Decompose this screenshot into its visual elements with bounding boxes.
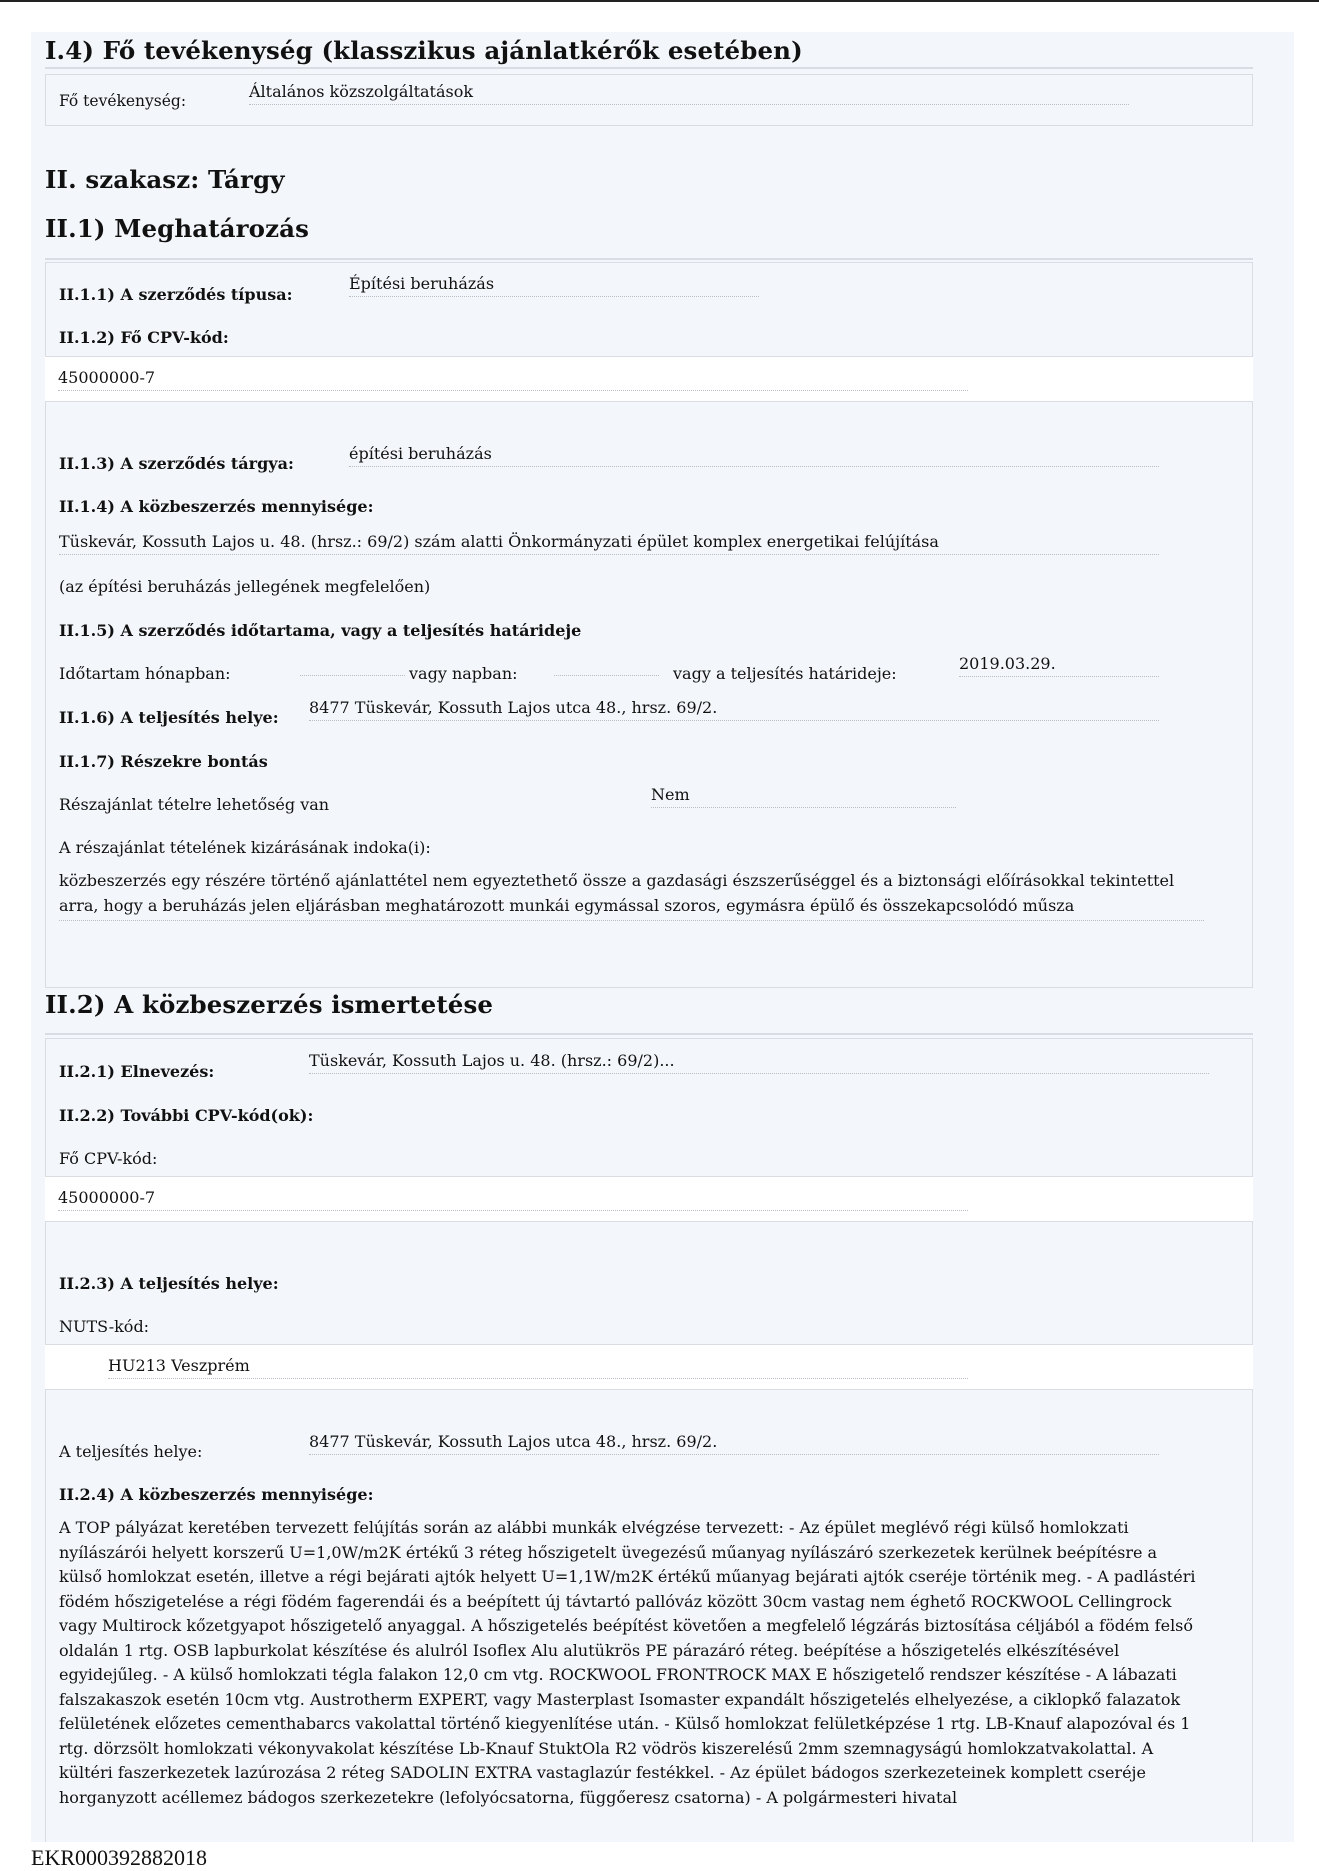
partial-tender-value: Nem <box>651 785 956 808</box>
duration-months-label: Időtartam hónapban: <box>59 664 231 683</box>
main-cpv-row <box>45 356 1253 402</box>
contract-type-value: Építési beruházás <box>349 274 759 297</box>
notice-page <box>31 32 1294 1842</box>
exclusion-reason-text: közbeszerzés egy részére történő ajánlattétel nem egyeztethető össze a gazdasági észszerűséggel és a biztonsági előírásokkal tekintettel arra, hogy a beruházás jelen eljárásban meghatározott munkái egymással szoros, egymásra épülő és összekapcsolódó műsza <box>59 869 1204 921</box>
duration-days-label: vagy napban: <box>409 664 518 683</box>
deadline-value: 2019.03.29. <box>959 654 1159 677</box>
lots-label: II.1.7) Részekre bontás <box>59 752 268 771</box>
ii2-main-cpv-row <box>45 1176 1253 1222</box>
place-heading: II.2.3) A teljesítés helye: <box>59 1274 279 1293</box>
duration-label: II.1.5) A szerződés időtartama, vagy a teljesítés határideje <box>59 621 582 640</box>
name-value: Tüskevár, Kossuth Lajos u. 48. (hrsz.: 69/2)... <box>309 1051 1209 1074</box>
additional-cpv-label: II.2.2) További CPV-kód(ok): <box>59 1106 314 1125</box>
place-label: II.1.6) A teljesítés helye: <box>59 708 279 727</box>
section-ii1-heading: II.1) Meghatározás <box>45 214 309 243</box>
top-border <box>0 0 1319 2</box>
ii2-quantity-label: II.2.4) A közbeszerzés mennyisége: <box>59 1485 374 1504</box>
quantity-note: (az építési beruházás jellegének megfelelően) <box>59 577 431 596</box>
nuts-value: HU213 Veszprém <box>108 1356 968 1379</box>
subject-label: II.1.3) A szerződés tárgya: <box>59 454 294 473</box>
exclusion-reason-label: A részajánlat tételének kizárásának indoka(i): <box>59 838 431 857</box>
nuts-row <box>45 1344 1253 1390</box>
main-activity-box <box>45 74 1253 126</box>
ii2-place-value: 8477 Tüskevár, Kossuth Lajos utca 48., hrsz. 69/2. <box>309 1432 1159 1455</box>
nuts-label: NUTS-kód: <box>59 1317 150 1336</box>
place-value: 8477 Tüskevár, Kossuth Lajos utca 48., hrsz. 69/2. <box>309 698 1159 721</box>
subject-value: építési beruházás <box>349 444 1159 467</box>
main-cpv-value: 45000000-7 <box>58 368 968 391</box>
section-ii-heading: II. szakasz: Tárgy <box>45 165 285 194</box>
heading-underline <box>45 67 1253 69</box>
duration-days-value <box>554 652 659 676</box>
quantity-value: Tüskevár, Kossuth Lajos u. 48. (hrsz.: 69/2) szám alatti Önkormányzati épület komplex energetikai felújítása <box>59 532 1159 555</box>
ii2-place-label: A teljesítés helye: <box>59 1442 203 1461</box>
section-i4-heading: I.4) Fő tevékenység (klasszikus ajánlatkérők esetében) <box>45 36 803 65</box>
name-label: II.2.1) Elnevezés: <box>59 1062 215 1081</box>
main-activity-label: Fő tevékenység: <box>59 92 187 110</box>
heading-underline <box>45 258 1253 260</box>
section-ii2-heading: II.2) A közbeszerzés ismertetése <box>45 990 494 1019</box>
ii2-main-cpv-value: 45000000-7 <box>58 1188 968 1211</box>
heading-underline <box>45 1033 1253 1035</box>
partial-tender-label: Részajánlat tételre lehetőség van <box>59 795 330 814</box>
quantity-label: II.1.4) A közbeszerzés mennyisége: <box>59 497 374 516</box>
duration-months-value <box>300 652 405 676</box>
contract-type-label: II.1.1) A szerződés típusa: <box>59 285 293 304</box>
description-text: A TOP pályázat keretében tervezett felújítás során az alábbi munkák elvégzése tervezett: - Az épület meglévő régi külső homlokzati nyílászárói helyett korszerű U=1,0W/m2K értékű 3 réteg hőszigetelt üvegezésű műanyag nyílászáró szerkezetek kerülnek beépítésre a külső homlokzat esetén, illetve a régi bejárati ajtók helyett U=1,1W/m2K értékű műanyag bejárati ajtók cseréje történik meg. - A padlástéri födém hőszigetelése a régi födém fagerendái és a beépített új távtartó pallóváz között 30cm vastag nem éghető ROCKWOOL Cellingrock vagy Multirock kőzetgyapot hőszigetelő anyaggal. A hőszigetelés beépítést követően a megfelelő légzárás biztosítása céljából a födém felső oldalán 1 rtg. OSB lapburkolat készítése és alulról Isoflex Alu alutükrös PE párazáró réteg. beépítése a hőszigetelés elkészítésével egyidejűleg. - A külső homlokzati tégla falakon 12,0 cm vtg. ROCKWOOL FRONTROCK MAX E hőszigetelő rendszer készítése - A lábazati falszakaszok esetén 10cm vtg. Austrotherm EXPERT, vagy Masterplast Isomaster expandált hőszigetelés elhelyezése, a ciklopkő falazatok felületének előzetes cementhabarcs vakolattal történő kiegyenlítése után. - Külső homlokzat felületképzése 1 rtg. LB-Knauf alapozóval és 1 rtg. dörzsölt homlokzati vékonyvakolat készítése Lb-Knauf StuktOla R2 vödrös kiszerelésű 2mm szemnagyságú homlokzatvakolattal. A kültéri faszerkezetek lazúrozása 2 réteg SADOLIN EXTRA vastaglazúr festékkel. - Az épület bádogos szerkezeteinek komplett cseréje horganyzott acéllemez bádogos szerkezetekre (lefolyócsatorna, függőeresz csatorna) - A polgármesteri hivatal <box>59 1518 1196 1807</box>
main-cpv-label: II.1.2) Fő CPV-kód: <box>59 328 229 347</box>
document-id: EKR000392882018 <box>31 1845 207 1870</box>
main-activity-value: Általános közszolgáltatások <box>249 82 1129 105</box>
ii2-main-cpv-label: Fő CPV-kód: <box>59 1149 158 1168</box>
deadline-label: vagy a teljesítés határideje: <box>673 664 897 683</box>
